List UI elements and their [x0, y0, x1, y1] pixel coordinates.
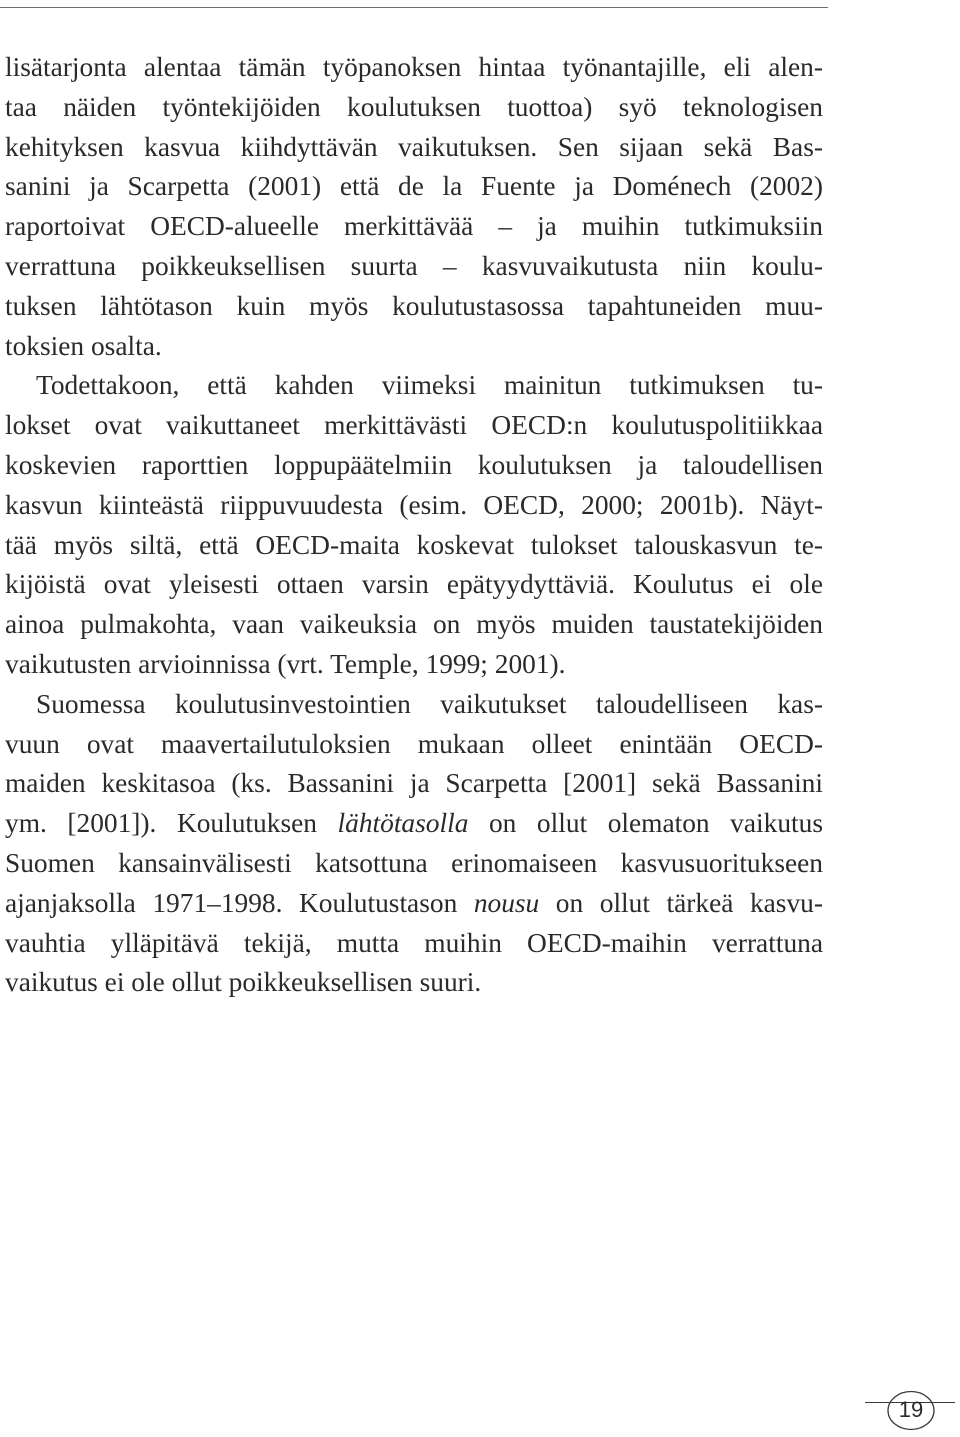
text-line: koskevien raporttien loppupäätelmiin koulutuksen ja taloudellisen [5, 449, 823, 480]
text-line: verrattuna poikkeuksellisen suurta – kasvuvaikutusta niin koulu- [5, 250, 823, 281]
text-line [5, 884, 823, 924]
text-line: vaikutus ei ole ollut poikkeuksellisen suuri. [5, 967, 482, 998]
text-line: lokset ovat vaikuttaneet merkittävästi OECD:n koulutuspolitiikkaa [5, 410, 823, 441]
text-line: raportoivat OECD-alueelle merkittävää – ja muihin tutkimuksiin [5, 211, 823, 242]
text-line: toksien osalta. [5, 330, 162, 361]
text-line [5, 804, 823, 844]
text-line: lisätarjonta alentaa tämän työpanoksen hintaa työnantajille, eli alen- [5, 52, 823, 82]
text-line: maiden keskitasoa (ks. Bassanini ja Scarpetta [2001] sekä Bassanini [5, 768, 823, 799]
text-line: Suomessa koulutusinvestointien vaikutukset taloudelliseen kas- [36, 688, 823, 719]
paragraph [5, 366, 823, 684]
text-run: on ollut olematon vaikutus [468, 808, 823, 839]
text-line: vauhtia ylläpitävä tekijä, mutta muihin OECD-maihin verrattuna [5, 927, 823, 958]
text-line: tää myös siltä, että OECD-maita koskevat tulokset talouskasvun te- [5, 529, 823, 560]
text-line: Todettakoon, että kahden viimeksi mainitun tutkimuksen tu- [36, 370, 823, 401]
header-rule [0, 7, 828, 8]
text-line: vaikutusten arvioinnissa (vrt. Temple, 1999; 2001). [5, 648, 566, 679]
text-run: on ollut tärkeä kasvu- [539, 887, 823, 918]
paragraph [5, 685, 823, 1003]
text-line: ainoa pulmakohta, vaan vaikeuksia on myös muiden taustatekijöiden [5, 609, 823, 640]
emphasis: lähtötasolla [337, 808, 469, 839]
text-line: Suomen kansainvälisesti katsottuna erinomaiseen kasvusuoritukseen [5, 847, 823, 878]
text-line: vuun ovat maavertailutuloksien mukaan olleet enintään OECD- [5, 728, 823, 759]
text-line: tuksen lähtötason kuin myös koulutustasossa tapahtuneiden muu- [5, 290, 823, 321]
text-line: sanini ja Scarpetta (2001) että de la Fuente ja Doménech (2002) [5, 171, 823, 202]
text-line: kijöistä ovat yleisesti ottaen varsin epätyydyttäviä. Koulutus ei ole [5, 569, 823, 600]
page-number-badge [865, 1388, 955, 1434]
emphasis: nousu [473, 887, 540, 918]
text-line: kehityksen kasvua kiihdyttävän vaikutuksen. Sen sijaan sekä Bas- [5, 131, 823, 162]
text-run: ajanjaksolla 1971–1998. Koulutustason [5, 887, 474, 918]
body-text [5, 48, 823, 1003]
text-line: kasvun kiinteästä riippuvuudesta (esim. OECD, 2000; 2001b). Näyt- [5, 489, 823, 520]
text-run: ym. [2001]). Koulutuksen [5, 808, 338, 839]
text-line: taa näiden työntekijöiden koulutuksen tuottoa) syö teknologisen [5, 91, 823, 122]
paragraph [5, 48, 823, 366]
page-number: 19 [898, 1397, 924, 1422]
